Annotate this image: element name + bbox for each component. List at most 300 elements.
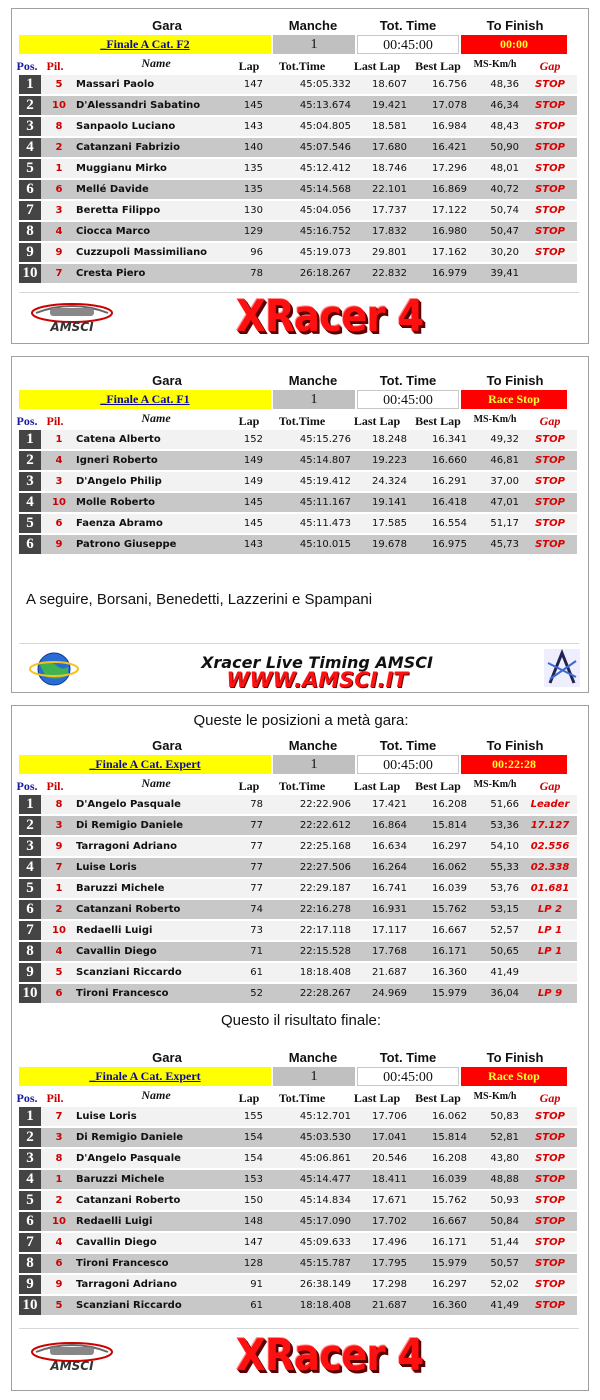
position-cell: 1 [19, 430, 41, 449]
best-lap-cell: 16.360 [432, 1300, 467, 1311]
table-row [19, 159, 577, 178]
pilot-number-cell: 4 [55, 226, 63, 237]
gap-cell: STOP [535, 476, 565, 487]
total-time-cell: 45:14.477 [299, 1174, 351, 1185]
header-manche: Manche [288, 1050, 338, 1065]
last-lap-cell: 19.141 [372, 497, 407, 508]
laps-cell: 135 [243, 184, 263, 195]
gap-cell [525, 963, 575, 982]
laps-cell: 143 [243, 539, 263, 550]
table-row [19, 243, 577, 262]
table-row [19, 1107, 577, 1126]
table-row [19, 180, 577, 199]
gap-cell: STOP [535, 163, 565, 174]
gap-cell [525, 264, 575, 283]
total-time-cell: 22:22.612 [299, 820, 351, 831]
last-lap-cell: 18.607 [372, 79, 407, 90]
total-time-cell: 45:06.861 [299, 1153, 351, 1164]
col-tot-time: Tot.Time [278, 1091, 326, 1105]
best-lap-cell: 17.162 [432, 247, 467, 258]
total-time-cell: 45:04.056 [299, 205, 351, 216]
driver-name-cell: Muggianu Mirko [76, 163, 167, 174]
header-gara: Gara [152, 18, 182, 33]
total-time-cell: 22:15.528 [299, 946, 351, 957]
header-to-finish: To Finish [486, 373, 544, 388]
pilot-number-cell: 2 [55, 142, 63, 153]
total-time-cell: 45:16.752 [299, 226, 351, 237]
driver-name-cell: Luise Loris [76, 1111, 137, 1122]
laps-cell: 96 [250, 247, 263, 258]
table-row [19, 1128, 577, 1147]
speed-cell: 50,74 [490, 205, 519, 216]
manche-value: 1 [273, 35, 355, 54]
col-lap: Lap [238, 414, 260, 428]
total-time-cell: 26:38.149 [299, 1279, 351, 1290]
last-lap-cell: 17.496 [372, 1237, 407, 1248]
position-cell: 8 [19, 1254, 41, 1273]
pilot-number-cell: 3 [55, 476, 63, 487]
best-lap-cell: 16.980 [432, 226, 467, 237]
live-timing-title: Xracer Live Timing AMSCI [201, 653, 433, 672]
driver-name-cell: D'Angelo Philip [76, 476, 162, 487]
laps-cell: 154 [243, 1153, 263, 1164]
speed-cell: 50,84 [490, 1216, 519, 1227]
total-time-cell: 45:19.073 [299, 247, 351, 258]
speed-cell: 41,49 [490, 967, 519, 978]
driver-name-cell: Catanzani Fabrizio [76, 142, 180, 153]
last-lap-cell: 17.671 [372, 1195, 407, 1206]
table-row [19, 1275, 577, 1294]
gap-cell: 17.127 [530, 820, 570, 831]
speed-cell: 30,20 [490, 247, 519, 258]
svg-text:AMSCI: AMSCI [50, 1359, 94, 1373]
col-ms: MS-Km/h [473, 1091, 517, 1102]
laps-cell: 147 [243, 79, 263, 90]
last-lap-cell: 22.101 [372, 184, 407, 195]
laps-cell: 78 [250, 799, 263, 810]
best-lap-cell: 16.667 [432, 925, 467, 936]
position-cell: 6 [19, 180, 41, 199]
best-lap-cell: 17.296 [432, 163, 467, 174]
laps-cell: 77 [250, 841, 263, 852]
gap-cell: STOP [535, 1300, 565, 1311]
best-lap-cell: 16.667 [432, 1216, 467, 1227]
results-panel-expert [11, 705, 589, 1391]
driver-name-cell: Sanpaolo Luciano [76, 121, 176, 132]
best-lap-cell: 16.208 [432, 799, 467, 810]
best-lap-cell: 16.984 [432, 121, 467, 132]
svg-text:AMSCI: AMSCI [50, 320, 94, 334]
header-tot-time: Tot. Time [379, 18, 437, 33]
speed-cell: 50,90 [490, 142, 519, 153]
position-cell: 10 [19, 1296, 41, 1315]
speed-cell: 48,43 [490, 121, 519, 132]
speed-cell: 46,81 [490, 455, 519, 466]
position-cell: 7 [19, 921, 41, 940]
last-lap-cell: 24.324 [372, 476, 407, 487]
race-name: _Finale A Cat. Expert [19, 1067, 271, 1086]
col-last-lap: Last Lap [353, 779, 401, 793]
header-to-finish: To Finish [486, 738, 544, 753]
pilot-number-cell: 3 [55, 205, 63, 216]
gap-cell: Leader [530, 799, 570, 810]
laps-cell: 145 [243, 518, 263, 529]
best-lap-cell: 16.418 [432, 497, 467, 508]
driver-name-cell: D'Angelo Pasquale [76, 799, 181, 810]
total-time-cell: 45:07.546 [299, 142, 351, 153]
laps-cell: 143 [243, 121, 263, 132]
total-time-cell: 45:04.805 [299, 121, 351, 132]
best-lap-cell: 15.979 [432, 1258, 467, 1269]
position-cell: 9 [19, 963, 41, 982]
col-pos: Pos. [16, 414, 38, 428]
laps-cell: 154 [243, 1132, 263, 1143]
speed-cell: 50,83 [490, 1111, 519, 1122]
pilot-number-cell: 4 [55, 1237, 63, 1248]
driver-name-cell: Cavallin Diego [76, 1237, 157, 1248]
best-lap-cell: 16.421 [432, 142, 467, 153]
position-cell: 1 [19, 1107, 41, 1126]
col-lap: Lap [238, 779, 260, 793]
position-cell: 8 [19, 222, 41, 241]
best-lap-cell: 15.979 [432, 988, 467, 999]
best-lap-cell: 15.762 [432, 904, 467, 915]
best-lap-cell: 16.039 [432, 1174, 467, 1185]
gap-cell: STOP [535, 1216, 565, 1227]
speed-cell: 55,33 [490, 862, 519, 873]
pilot-number-cell: 6 [55, 1258, 63, 1269]
table-row [19, 816, 577, 835]
table-row [19, 1191, 577, 1210]
header-tot-time: Tot. Time [379, 373, 437, 388]
pilot-number-cell: 7 [55, 1111, 63, 1122]
header-gara: Gara [152, 373, 182, 388]
position-cell: 2 [19, 96, 41, 115]
race-name: _Finale A Cat. F1 [19, 390, 271, 409]
col-best-lap: Best Lap [415, 1091, 461, 1105]
pilot-number-cell: 3 [55, 1132, 63, 1143]
last-lap-cell: 21.687 [372, 967, 407, 978]
col-pos: Pos. [16, 1091, 38, 1105]
total-time-cell: 45:12.412 [299, 163, 351, 174]
pilot-number-cell: 1 [55, 883, 63, 894]
driver-name-cell: Beretta Filippo [76, 205, 161, 216]
table-row [19, 264, 577, 283]
laps-cell: 77 [250, 883, 263, 894]
xracer-logo: XRacer 4 [236, 291, 424, 342]
total-time-cell: 45:14.807 [299, 455, 351, 466]
amsci-logo [26, 1338, 118, 1374]
laps-cell: 155 [243, 1111, 263, 1122]
gap-cell: STOP [535, 1153, 565, 1164]
col-name: Name [141, 1088, 171, 1102]
last-lap-cell: 17.421 [372, 799, 407, 810]
position-cell: 5 [19, 159, 41, 178]
last-lap-cell: 17.737 [372, 205, 407, 216]
laps-cell: 71 [250, 946, 263, 957]
results-panel-f2 [11, 8, 589, 344]
driver-name-cell: Catena Alberto [76, 434, 161, 445]
laps-cell: 52 [250, 988, 263, 999]
last-lap-cell: 21.687 [372, 1300, 407, 1311]
laps-cell: 135 [243, 163, 263, 174]
driver-name-cell: Luise Loris [76, 862, 137, 873]
best-lap-cell: 16.756 [432, 79, 467, 90]
col-lap: Lap [238, 59, 260, 73]
position-cell: 1 [19, 795, 41, 814]
position-cell: 9 [19, 1275, 41, 1294]
pilot-number-cell: 1 [55, 1174, 63, 1185]
pilot-number-cell: 9 [55, 841, 63, 852]
results-panel-f1 [11, 356, 589, 693]
gap-cell: LP 1 [537, 946, 563, 957]
amsci-website-link[interactable]: WWW.AMSCI.IT [226, 668, 408, 692]
col-last-lap: Last Lap [353, 414, 401, 428]
col-lap: Lap [238, 1091, 260, 1105]
gap-cell: STOP [535, 1132, 565, 1143]
total-time-cell: 22:16.278 [299, 904, 351, 915]
gap-cell: LP 9 [537, 988, 563, 999]
total-time-cell: 45:19.412 [299, 476, 351, 487]
driver-name-cell: Scanziani Riccardo [76, 967, 182, 978]
driver-name-cell: Patrono Giuseppe [76, 539, 177, 550]
header-gara: Gara [152, 1050, 182, 1065]
driver-name-cell: Baruzzi Michele [76, 1174, 165, 1185]
laps-cell: 150 [243, 1195, 263, 1206]
speed-cell: 48,36 [490, 79, 519, 90]
laps-cell: 128 [243, 1258, 263, 1269]
position-cell: 5 [19, 879, 41, 898]
speed-cell: 52,57 [490, 925, 519, 936]
pilot-number-cell: 6 [55, 184, 63, 195]
col-gap: Gap [539, 59, 561, 73]
total-time-cell: 45:10.015 [299, 539, 351, 550]
speed-cell: 43,80 [490, 1153, 519, 1164]
gap-cell: 02.556 [530, 841, 570, 852]
total-time-cell: 22:17.118 [299, 925, 351, 936]
column-headers [12, 1088, 590, 1107]
speed-cell: 51,44 [490, 1237, 519, 1248]
pilot-number-cell: 3 [55, 820, 63, 831]
best-lap-cell: 16.171 [432, 946, 467, 957]
laps-cell: 129 [243, 226, 263, 237]
col-tot-time: Tot.Time [278, 414, 326, 428]
position-cell: 3 [19, 117, 41, 136]
total-time-value: 00:45:00 [357, 1067, 459, 1086]
to-finish-value: Race Stop [461, 1067, 567, 1086]
total-time-cell: 22:22.906 [299, 799, 351, 810]
col-ms: MS-Km/h [473, 414, 517, 425]
total-time-cell: 45:11.167 [299, 497, 351, 508]
table-row [19, 138, 577, 157]
pilot-number-cell: 1 [55, 434, 63, 445]
to-finish-value: 00:00 [461, 35, 567, 54]
table-row [19, 1149, 577, 1168]
table-row [19, 96, 577, 115]
gap-cell: STOP [535, 1111, 565, 1122]
table-row [19, 451, 577, 470]
column-headers [12, 776, 590, 795]
last-lap-cell: 17.795 [372, 1258, 407, 1269]
best-lap-cell: 15.762 [432, 1195, 467, 1206]
driver-name-cell: Catanzani Roberto [76, 1195, 181, 1206]
driver-name-cell: Tarragoni Adriano [76, 1279, 177, 1290]
speed-cell: 53,36 [490, 820, 519, 831]
pilot-number-cell: 9 [55, 247, 63, 258]
position-cell: 5 [19, 1191, 41, 1210]
position-cell: 6 [19, 535, 41, 554]
gap-cell: STOP [535, 1237, 565, 1248]
pilot-number-cell: 6 [55, 518, 63, 529]
column-headers [12, 56, 590, 75]
col-name: Name [141, 56, 171, 70]
speed-cell: 50,93 [490, 1195, 519, 1206]
pilot-number-cell: 4 [55, 455, 63, 466]
gap-cell: STOP [535, 226, 565, 237]
total-time-value: 00:45:00 [357, 35, 459, 54]
total-time-cell: 45:14.834 [299, 1195, 351, 1206]
total-time-cell: 18:18.408 [299, 967, 351, 978]
pilot-number-cell: 8 [55, 121, 63, 132]
manche-value: 1 [273, 755, 355, 774]
last-lap-cell: 20.546 [372, 1153, 407, 1164]
driver-name-cell: Baruzzi Michele [76, 883, 165, 894]
table-row [19, 795, 577, 814]
last-lap-cell: 18.411 [372, 1174, 407, 1185]
col-pil: Pil. [46, 59, 64, 73]
last-lap-cell: 22.832 [372, 268, 407, 279]
table-row [19, 1254, 577, 1273]
table-row [19, 514, 577, 533]
table-row [19, 222, 577, 241]
total-time-cell: 45:15.276 [299, 434, 351, 445]
pilot-number-cell: 4 [55, 946, 63, 957]
last-lap-cell: 16.741 [372, 883, 407, 894]
driver-name-cell: Redaelli Luigi [76, 925, 153, 936]
last-lap-cell: 17.680 [372, 142, 407, 153]
speed-cell: 51,17 [490, 518, 519, 529]
speed-cell: 48,01 [490, 163, 519, 174]
manche-value: 1 [273, 390, 355, 409]
total-time-cell: 45:09.633 [299, 1237, 351, 1248]
gap-cell: STOP [535, 1258, 565, 1269]
last-lap-cell: 17.117 [372, 925, 407, 936]
table-row [19, 942, 577, 961]
table-row [19, 75, 577, 94]
speed-cell: 40,72 [490, 184, 519, 195]
pilot-number-cell: 10 [52, 925, 66, 936]
laps-cell: 77 [250, 820, 263, 831]
table-row [19, 1170, 577, 1189]
position-cell: 8 [19, 942, 41, 961]
speed-cell: 39,41 [490, 268, 519, 279]
laps-cell: 149 [243, 455, 263, 466]
best-lap-cell: 16.297 [432, 841, 467, 852]
manche-value: 1 [273, 1067, 355, 1086]
total-time-cell: 22:25.168 [299, 841, 351, 852]
last-lap-cell: 24.969 [372, 988, 407, 999]
speed-cell: 52,81 [490, 1132, 519, 1143]
laps-cell: 74 [250, 904, 263, 915]
driver-name-cell: D'Alessandri Sabatino [76, 100, 201, 111]
last-lap-cell: 16.864 [372, 820, 407, 831]
position-cell: 4 [19, 493, 41, 512]
total-time-cell: 45:17.090 [299, 1216, 351, 1227]
position-cell: 7 [19, 1233, 41, 1252]
last-lap-cell: 18.248 [372, 434, 407, 445]
driver-name-cell: Scanziani Riccardo [76, 1300, 182, 1311]
col-name: Name [141, 776, 171, 790]
last-lap-cell: 19.223 [372, 455, 407, 466]
gap-cell: STOP [535, 121, 565, 132]
laps-cell: 140 [243, 142, 263, 153]
best-lap-cell: 16.869 [432, 184, 467, 195]
last-lap-cell: 16.264 [372, 862, 407, 873]
table-row [19, 493, 577, 512]
gap-cell: STOP [535, 184, 565, 195]
table-row [19, 984, 577, 1003]
speed-cell: 52,02 [490, 1279, 519, 1290]
driver-name-cell: Di Remigio Daniele [76, 820, 184, 831]
col-name: Name [141, 411, 171, 425]
col-pil: Pil. [46, 1091, 64, 1105]
col-ms: MS-Km/h [473, 59, 517, 70]
pilot-number-cell: 10 [52, 100, 66, 111]
gap-cell: STOP [535, 539, 565, 550]
col-ms: MS-Km/h [473, 779, 517, 790]
total-time-cell: 45:15.787 [299, 1258, 351, 1269]
position-cell: 3 [19, 1149, 41, 1168]
best-lap-cell: 16.979 [432, 268, 467, 279]
laps-cell: 145 [243, 497, 263, 508]
position-cell: 4 [19, 1170, 41, 1189]
race-name: _Finale A Cat. Expert [19, 755, 271, 774]
table-row [19, 1296, 577, 1315]
gap-cell: STOP [535, 79, 565, 90]
speed-cell: 45,73 [490, 539, 519, 550]
best-lap-cell: 16.208 [432, 1153, 467, 1164]
driver-name-cell: Ciocca Marco [76, 226, 151, 237]
position-cell: 6 [19, 1212, 41, 1231]
best-lap-cell: 17.078 [432, 100, 467, 111]
gap-cell: STOP [535, 142, 565, 153]
gap-cell: STOP [535, 455, 565, 466]
position-cell: 6 [19, 900, 41, 919]
col-gap: Gap [539, 779, 561, 793]
total-time-value: 00:45:00 [357, 390, 459, 409]
driver-name-cell: Cavallin Diego [76, 946, 157, 957]
laps-cell: 147 [243, 1237, 263, 1248]
total-time-cell: 45:14.568 [299, 184, 351, 195]
pilot-number-cell: 2 [55, 1195, 63, 1206]
laps-cell: 78 [250, 268, 263, 279]
laps-cell: 130 [243, 205, 263, 216]
header-to-finish: To Finish [486, 18, 544, 33]
xracer-logo: XRacer 4 [236, 1330, 424, 1381]
table-row [19, 837, 577, 856]
driver-name-cell: Tarragoni Adriano [76, 841, 177, 852]
position-cell: 10 [19, 984, 41, 1003]
best-lap-cell: 16.039 [432, 883, 467, 894]
last-lap-cell: 17.768 [372, 946, 407, 957]
speed-cell: 48,88 [490, 1174, 519, 1185]
last-lap-cell: 16.931 [372, 904, 407, 915]
gap-cell: 02.338 [530, 862, 570, 873]
last-lap-cell: 17.298 [372, 1279, 407, 1290]
driver-name-cell: D'Angelo Pasquale [76, 1153, 181, 1164]
pilot-number-cell: 8 [55, 799, 63, 810]
best-lap-cell: 16.360 [432, 967, 467, 978]
